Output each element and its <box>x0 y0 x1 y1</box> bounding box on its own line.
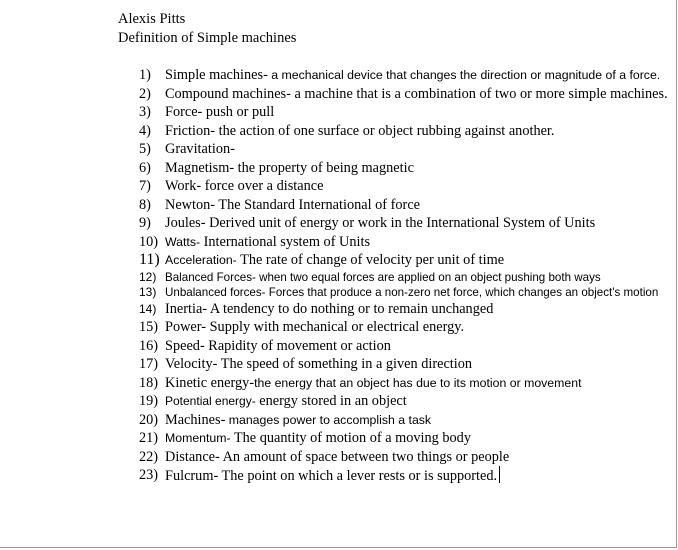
list-item <box>139 66 674 85</box>
item-number: 4) <box>139 122 151 139</box>
item-definition: push or pull <box>202 104 275 120</box>
item-number: 14) <box>139 301 157 316</box>
item-number: 19) <box>139 393 159 410</box>
item-definition: manages power to accomplish a task <box>225 412 432 427</box>
item-definition: Forces that produce a non-zero net force, which changes an object's motion <box>265 285 659 299</box>
list-item <box>139 318 674 337</box>
item-number: 21) <box>139 430 159 447</box>
item-number: 22) <box>139 448 159 465</box>
item-definition: The point on which a lever rests or is supported. <box>218 468 498 485</box>
list-item <box>139 140 674 159</box>
item-term: Work- <box>165 178 202 194</box>
item-term: Friction- <box>165 122 216 139</box>
list-item <box>139 270 674 285</box>
item-term: Compound machines- <box>165 85 291 102</box>
list-item <box>139 122 674 141</box>
item-term: Simple machines- <box>165 67 268 83</box>
list-item <box>139 103 674 122</box>
item-term: Momentum- <box>165 431 231 446</box>
item-term: Velocity- <box>165 356 218 373</box>
item-definition: The rate of change of velocity per unit of time <box>236 252 505 268</box>
item-term: Potential energy- <box>165 394 256 409</box>
item-term: Machines- <box>165 411 226 428</box>
item-number: 15) <box>139 319 159 336</box>
author-name: Alexis Pitts <box>118 11 186 27</box>
list-item <box>139 196 674 215</box>
item-definition: the energy that an object has due to its motion or movement <box>254 375 582 390</box>
item-term: Force- <box>165 104 203 120</box>
item-number: 7) <box>139 178 151 194</box>
list-item <box>139 374 674 393</box>
list-item <box>139 392 674 411</box>
item-number: 3) <box>139 104 151 120</box>
item-term: Watts- <box>165 234 201 249</box>
list-item <box>139 411 674 430</box>
item-term: Distance- <box>165 448 220 465</box>
list-item <box>139 177 674 196</box>
item-term: Unbalanced forces- <box>165 285 266 299</box>
item-definition: force over a distance <box>201 178 324 194</box>
list-item <box>139 355 674 374</box>
item-term: Balanced Forces- <box>165 270 256 284</box>
item-number: 10) <box>139 233 159 250</box>
item-number: 11) <box>139 251 160 268</box>
list-item <box>139 429 674 448</box>
item-number: 6) <box>139 159 151 176</box>
item-number: 1) <box>139 67 151 83</box>
item-term: Acceleration- <box>165 253 237 267</box>
list-item <box>139 233 674 252</box>
document-header <box>118 10 296 48</box>
item-definition: when two equal forces are applied on an object pushing both ways <box>255 270 601 284</box>
item-number: 13) <box>139 284 157 299</box>
item-term: Magnetism- <box>165 159 235 176</box>
list-item <box>139 285 674 300</box>
item-number: 17) <box>139 356 159 373</box>
list-item <box>139 448 674 467</box>
item-number: 18) <box>139 374 159 391</box>
list-item <box>139 466 674 486</box>
item-definition: Supply with mechanical or electrical energy. <box>206 319 465 336</box>
item-definition: a mechanical device that changes the direction or magnitude of a force. <box>267 68 661 82</box>
item-definition: International system of Units <box>200 233 371 250</box>
item-definition: Rapidity of movement or action <box>204 337 391 354</box>
item-term: Speed- <box>165 337 205 354</box>
list-item <box>139 251 674 270</box>
item-definition: The speed of something in a given direction <box>217 356 473 373</box>
item-term: Fulcrum- <box>165 468 219 485</box>
item-definition: The quantity of motion of a moving body <box>230 430 471 447</box>
item-number: 16) <box>139 337 159 354</box>
item-definition: a machine that is a combination of two or more simple machines. <box>290 85 668 102</box>
item-number: 8) <box>139 196 151 213</box>
item-number: 12) <box>139 269 157 284</box>
item-term: Kinetic energy- <box>165 374 255 391</box>
item-number: 2) <box>139 85 151 102</box>
item-definition: An amount of space between two things or people <box>219 448 510 465</box>
item-definition: A tendency to do nothing or to remain unchanged <box>207 300 494 317</box>
list-item <box>139 300 674 319</box>
definitions-list <box>139 66 674 486</box>
item-definition: the property of being magnetic <box>234 159 414 176</box>
list-item <box>139 159 674 178</box>
item-number: 23) <box>139 467 159 484</box>
item-term: Joules- <box>165 215 206 231</box>
item-number: 20) <box>139 411 159 428</box>
list-item <box>139 337 674 356</box>
item-term: Gravitation- <box>165 141 235 157</box>
text-cursor <box>499 466 500 483</box>
item-term: Newton- <box>165 196 216 213</box>
item-number: 9) <box>139 215 151 231</box>
item-term: Inertia- <box>165 300 208 317</box>
item-definition: The Standard International of force <box>215 196 421 213</box>
item-term: Power- <box>165 319 207 336</box>
document-title: Definition of Simple machines <box>118 30 297 46</box>
item-definition: the action of one surface or object rubbing against another. <box>215 122 555 139</box>
list-item <box>139 85 674 104</box>
list-item <box>139 214 674 233</box>
item-definition: energy stored in an object <box>255 393 407 410</box>
item-definition: Derived unit of energy or work in the International System of Units <box>205 215 596 231</box>
item-number: 5) <box>139 141 151 157</box>
